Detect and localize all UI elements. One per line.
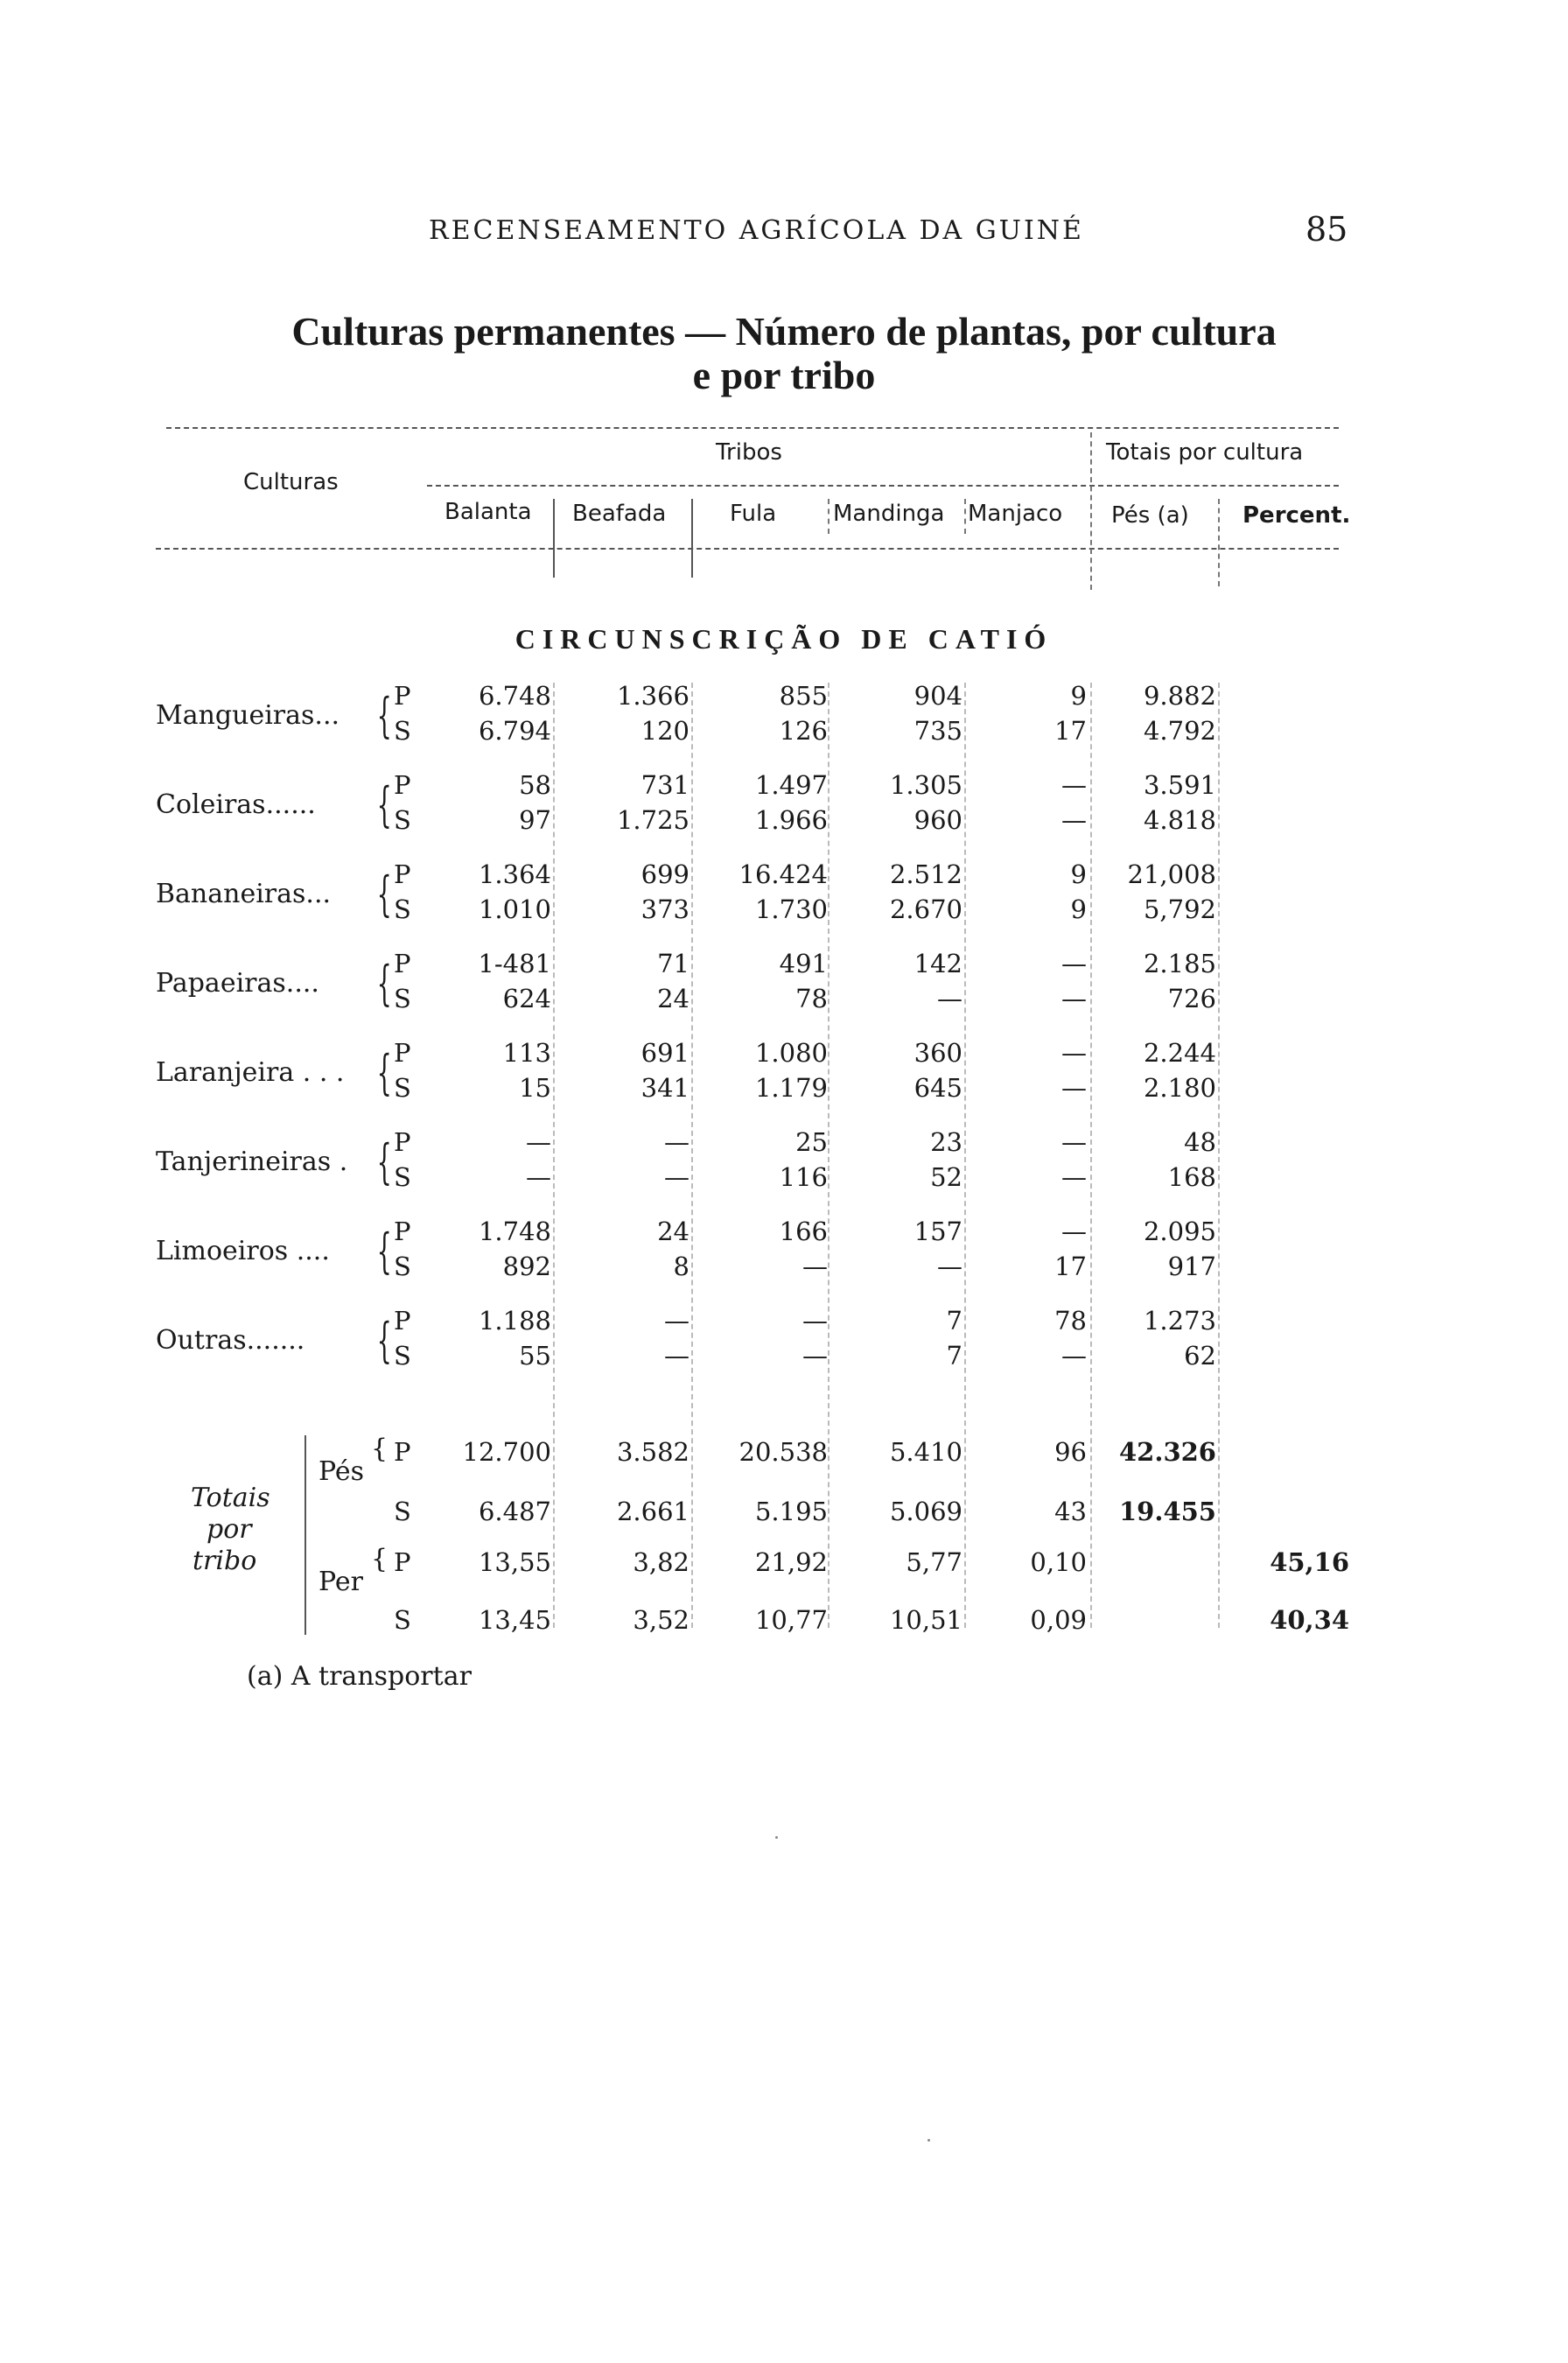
crop-brace: { — [376, 777, 392, 832]
cell-balanta: 13,45 — [478, 1605, 551, 1635]
row-kind-label: P — [394, 859, 411, 889]
cell-percent: 40,34 — [1270, 1605, 1349, 1635]
table-row — [0, 716, 1568, 751]
cell-manjaco: 9 — [1070, 859, 1087, 889]
cell-balanta: 6.794 — [478, 716, 551, 746]
cell-beafada: 24 — [657, 1217, 690, 1246]
table-row — [0, 1306, 1568, 1341]
header-divider-totais — [1090, 432, 1092, 590]
cell-manjaco: — — [1061, 984, 1087, 1013]
row-kind-label: S — [394, 1341, 411, 1371]
cell-beafada: 2.661 — [616, 1497, 690, 1526]
cell-manjaco: — — [1061, 770, 1087, 800]
totals-per-brace: { — [371, 1544, 388, 1574]
cell-beafada: — — [664, 1127, 690, 1157]
cell-mandinga: — — [937, 1252, 962, 1281]
cell-balanta: 12.700 — [462, 1437, 551, 1467]
row-kind-label: P — [394, 1306, 411, 1336]
cell-beafada: 341 — [640, 1073, 690, 1103]
cell-mandinga: 2.670 — [889, 894, 962, 924]
row-kind-label: P — [394, 1217, 411, 1246]
cell-pes: 3.591 — [1143, 770, 1216, 800]
totals-pes-label: Pés — [318, 1456, 364, 1487]
table-row — [0, 859, 1568, 894]
cell-balanta: 6.748 — [478, 681, 551, 711]
cell-fula: 10,77 — [754, 1605, 828, 1635]
cell-beafada: 1.725 — [616, 805, 690, 835]
cell-manjaco: — — [1061, 949, 1087, 978]
cell-mandinga: — — [937, 984, 962, 1013]
column-header-beafada: Beafada — [572, 501, 667, 527]
cell-mandinga: 645 — [914, 1073, 962, 1103]
cell-manjaco: — — [1061, 1162, 1087, 1192]
cell-manjaco: — — [1061, 1341, 1087, 1371]
cell-percent: 45,16 — [1270, 1547, 1349, 1577]
table-row — [0, 1252, 1568, 1287]
cell-fula: 21,92 — [754, 1547, 828, 1577]
row-kind-label: P — [394, 949, 411, 978]
cell-manjaco: — — [1061, 805, 1087, 835]
cell-mandinga: 23 — [930, 1127, 962, 1157]
cell-fula: 1.080 — [754, 1038, 828, 1068]
header-culturas: Culturas — [243, 469, 339, 495]
cell-beafada: — — [664, 1162, 690, 1192]
cell-fula: 25 — [795, 1127, 828, 1157]
cell-mandinga: 960 — [914, 805, 962, 835]
cell-pes: 2.095 — [1143, 1217, 1216, 1246]
cell-mandinga: 7 — [946, 1341, 962, 1371]
cell-beafada: 8 — [673, 1252, 690, 1281]
cell-mandinga: 5.410 — [889, 1437, 962, 1467]
table-title-line-2: e por tribo — [692, 353, 876, 397]
cell-balanta: 13,55 — [478, 1547, 551, 1577]
column-header-manjaco: Manjaco — [968, 501, 1063, 527]
cell-pes: 4.792 — [1143, 716, 1216, 746]
cell-beafada: 3.582 — [616, 1437, 690, 1467]
running-title: RECENSEAMENTO AGRÍCOLA DA GUINÉ — [429, 215, 1084, 246]
cell-mandinga: 1.305 — [889, 770, 962, 800]
table-row — [0, 770, 1568, 805]
cell-manjaco: — — [1061, 1038, 1087, 1068]
cell-balanta: 113 — [502, 1038, 551, 1068]
header-bottom-rule — [156, 548, 1339, 550]
cell-mandinga: 142 — [914, 949, 962, 978]
crop-brace: { — [376, 1134, 392, 1189]
crop-name: Papaeiras.... — [156, 968, 319, 999]
header-divider-mandinga — [964, 499, 966, 534]
cell-fula: 20.538 — [738, 1437, 828, 1467]
cell-pes: 2.244 — [1143, 1038, 1216, 1068]
row-kind-label: S — [394, 716, 411, 746]
crop-name: Bananeiras... — [156, 879, 332, 909]
cell-manjaco: — — [1061, 1217, 1087, 1246]
cell-fula: 1.497 — [754, 770, 828, 800]
header-tribos: Tribos — [716, 439, 782, 466]
cell-manjaco: 0,09 — [1030, 1605, 1087, 1635]
table-row — [0, 949, 1568, 984]
totals-label-line-3: tribo — [192, 1546, 257, 1576]
cell-balanta: 1-481 — [478, 949, 551, 978]
row-kind-label: P — [394, 1127, 411, 1157]
crop-brace: { — [376, 1224, 392, 1279]
cell-pes: 19.455 — [1119, 1497, 1216, 1526]
crop-brace: { — [376, 866, 392, 922]
cell-manjaco: 78 — [1054, 1306, 1087, 1336]
cell-mandinga: 52 — [930, 1162, 962, 1192]
cell-manjaco: 43 — [1054, 1497, 1087, 1526]
header-divider-fula — [828, 499, 830, 534]
cell-pes: 1.273 — [1143, 1306, 1216, 1336]
header-divider-beafada — [691, 499, 693, 578]
cell-manjaco: — — [1061, 1073, 1087, 1103]
cell-fula: 116 — [779, 1162, 828, 1192]
cell-pes: 4.818 — [1143, 805, 1216, 835]
cell-balanta: 1.364 — [478, 859, 551, 889]
row-kind-label: S — [394, 1162, 411, 1192]
row-kind-label: P — [394, 1547, 411, 1577]
cell-beafada: 71 — [657, 949, 690, 978]
totals-row — [0, 1437, 1568, 1472]
cell-balanta: 6.487 — [478, 1497, 551, 1526]
cell-fula: 166 — [779, 1217, 828, 1246]
table-row — [0, 984, 1568, 1019]
cell-pes: 48 — [1184, 1127, 1216, 1157]
row-kind-label: S — [394, 894, 411, 924]
cell-balanta: 892 — [502, 1252, 551, 1281]
table-row — [0, 1341, 1568, 1376]
cell-mandinga: 5,77 — [906, 1547, 962, 1577]
cell-mandinga: 2.512 — [889, 859, 962, 889]
cell-beafada: 3,52 — [633, 1605, 690, 1635]
cell-fula: 78 — [795, 984, 828, 1013]
crop-name: Laranjeira . . . — [156, 1057, 345, 1088]
crop-name: Outras....... — [156, 1325, 305, 1356]
cell-beafada: — — [664, 1341, 690, 1371]
scan-speck — [928, 2139, 930, 2142]
column-header-mandinga: Mandinga — [833, 501, 945, 527]
cell-manjaco: 9 — [1070, 681, 1087, 711]
row-kind-label: P — [394, 770, 411, 800]
cell-manjaco: 96 — [1054, 1437, 1087, 1467]
cell-balanta: 15 — [519, 1073, 551, 1103]
header-totais: Totais por cultura — [1106, 439, 1304, 466]
cell-fula: 1.966 — [754, 805, 828, 835]
scan-speck — [775, 1836, 778, 1839]
cell-beafada: 120 — [640, 716, 690, 746]
cell-balanta: 1.010 — [478, 894, 551, 924]
cell-balanta: 1.188 — [478, 1306, 551, 1336]
cell-mandinga: 904 — [914, 681, 962, 711]
crop-brace: { — [376, 956, 392, 1011]
cell-fula: 126 — [779, 716, 828, 746]
cell-pes: 21,008 — [1127, 859, 1216, 889]
page-number: 85 — [1306, 210, 1348, 249]
header-top-rule — [166, 427, 1339, 429]
crop-name: Limoeiros .... — [156, 1236, 330, 1266]
cell-pes: 2.180 — [1143, 1073, 1216, 1103]
cell-balanta: 58 — [519, 770, 551, 800]
header-divider-balanta — [553, 499, 555, 578]
cell-balanta: 55 — [519, 1341, 551, 1371]
cell-fula: 1.730 — [754, 894, 828, 924]
crop-name: Tanjerineiras . — [156, 1146, 348, 1177]
crop-brace: { — [376, 688, 392, 743]
cell-pes: 168 — [1167, 1162, 1216, 1192]
cell-manjaco: 0,10 — [1030, 1547, 1087, 1577]
row-kind-label: S — [394, 1073, 411, 1103]
table-row — [0, 1162, 1568, 1197]
row-kind-label: S — [394, 984, 411, 1013]
cell-fula: — — [802, 1306, 828, 1336]
crop-brace: { — [376, 1045, 392, 1100]
cell-mandinga: 735 — [914, 716, 962, 746]
cell-fula: 16.424 — [738, 859, 828, 889]
footnote: (a) A transportar — [247, 1661, 472, 1692]
table-row — [0, 1073, 1568, 1108]
row-kind-label: S — [394, 1605, 411, 1635]
cell-beafada: 699 — [640, 859, 690, 889]
cell-balanta: 97 — [519, 805, 551, 835]
cell-pes: 917 — [1167, 1252, 1216, 1281]
crop-brace: { — [376, 1313, 392, 1368]
cell-fula: 1.179 — [754, 1073, 828, 1103]
cell-pes: 9.882 — [1143, 681, 1216, 711]
cell-fula: — — [802, 1252, 828, 1281]
table-row — [0, 1217, 1568, 1252]
row-kind-label: P — [394, 1038, 411, 1068]
cell-manjaco: 17 — [1054, 1252, 1087, 1281]
totals-label-line-2: por — [206, 1514, 252, 1545]
cell-manjaco: — — [1061, 1127, 1087, 1157]
row-kind-label: P — [394, 1437, 411, 1467]
header-mid-rule — [427, 485, 1339, 487]
cell-mandinga: 360 — [914, 1038, 962, 1068]
table-row — [0, 894, 1568, 929]
cell-balanta: 1.748 — [478, 1217, 551, 1246]
section-title: CIRCUNSCRIÇÃO DE CATIÓ — [514, 623, 1054, 655]
column-header-balanta: Balanta — [444, 499, 532, 525]
cell-fula: — — [802, 1341, 828, 1371]
table-row — [0, 805, 1568, 840]
totals-row — [0, 1605, 1568, 1640]
cell-mandinga: 157 — [914, 1217, 962, 1246]
column-header-percent: Percent. — [1242, 502, 1351, 529]
crop-name: Mangueiras... — [156, 700, 340, 731]
row-kind-label: S — [394, 805, 411, 835]
column-header-pes: Pés (a) — [1111, 502, 1189, 529]
row-kind-label: S — [394, 1497, 411, 1526]
table-row — [0, 1127, 1568, 1162]
cell-manjaco: 17 — [1054, 716, 1087, 746]
cell-mandinga: 5.069 — [889, 1497, 962, 1526]
table-title-line-1: Culturas permanentes — Número de plantas, por cultura — [291, 309, 1277, 354]
cell-fula: 5.195 — [754, 1497, 828, 1526]
cell-beafada: 1.366 — [616, 681, 690, 711]
table-row — [0, 1038, 1568, 1073]
row-kind-label: P — [394, 681, 411, 711]
cell-mandinga: 10,51 — [889, 1605, 962, 1635]
column-header-fula: Fula — [730, 501, 777, 527]
cell-pes: 726 — [1167, 984, 1216, 1013]
totals-row — [0, 1497, 1568, 1532]
cell-fula: 855 — [779, 681, 828, 711]
cell-balanta: 624 — [502, 984, 551, 1013]
cell-beafada: 373 — [640, 894, 690, 924]
cell-beafada: 731 — [640, 770, 690, 800]
table-row — [0, 681, 1568, 716]
cell-beafada: 24 — [657, 984, 690, 1013]
cell-beafada: 691 — [640, 1038, 690, 1068]
cell-beafada: — — [664, 1306, 690, 1336]
cell-balanta: — — [526, 1127, 551, 1157]
totals-label-line-1: Totais — [191, 1483, 270, 1513]
crop-name: Coleiras...... — [156, 789, 316, 820]
cell-mandinga: 7 — [946, 1306, 962, 1336]
cell-beafada: 3,82 — [633, 1547, 690, 1577]
cell-pes: 62 — [1184, 1341, 1216, 1371]
cell-fula: 491 — [779, 949, 828, 978]
cell-pes: 2.185 — [1143, 949, 1216, 978]
cell-pes: 42.326 — [1119, 1437, 1216, 1467]
header-divider-pes — [1218, 499, 1220, 586]
cell-pes: 5,792 — [1143, 894, 1216, 924]
totals-per-label: Per — [318, 1567, 363, 1597]
totals-pes-brace: { — [371, 1434, 388, 1464]
row-kind-label: S — [394, 1252, 411, 1281]
cell-manjaco: 9 — [1070, 894, 1087, 924]
totals-row — [0, 1547, 1568, 1582]
cell-balanta: — — [526, 1162, 551, 1192]
